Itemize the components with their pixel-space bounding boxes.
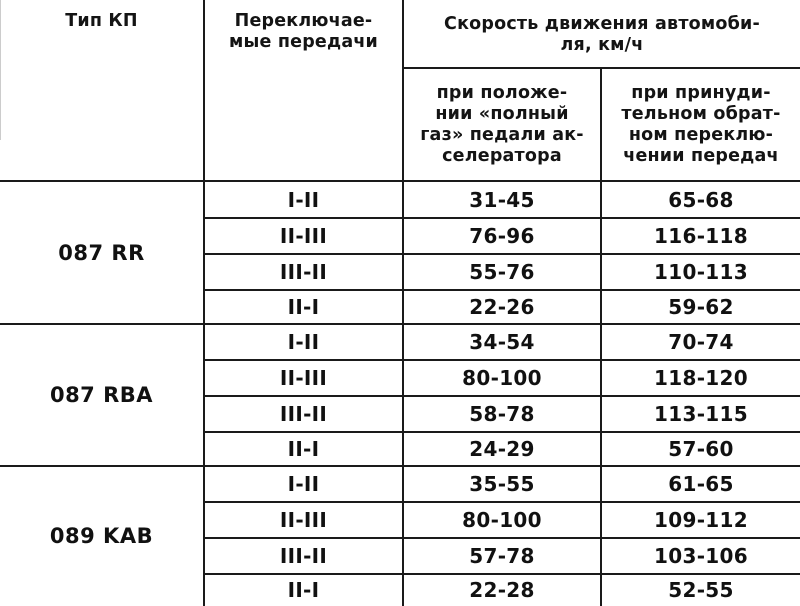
group-type-label: 089 KAB xyxy=(49,524,154,548)
header-forced-shift xyxy=(602,70,800,180)
gears-cell xyxy=(205,502,402,538)
forced-shift-speed-cell-value: 116-118 xyxy=(654,224,748,248)
full-throttle-speed-cell xyxy=(404,432,600,466)
full-throttle-speed-cell xyxy=(404,324,600,360)
header-speed-text: Скорость движения автомоби- ля, км/ч xyxy=(444,14,760,55)
full-throttle-speed-cell xyxy=(404,396,600,432)
gears-cell-value: II-I xyxy=(287,295,320,319)
gears-cell-value: I-II xyxy=(287,188,320,212)
gears-cell xyxy=(205,360,402,396)
gears-cell xyxy=(205,538,402,574)
full-throttle-speed-cell-value: 76-96 xyxy=(469,224,535,248)
full-throttle-speed-cell-value: 24-29 xyxy=(469,437,535,461)
divider-top-left xyxy=(0,0,1,140)
forced-shift-speed-cell-value: 65-68 xyxy=(668,188,734,212)
full-throttle-speed-cell-value: 58-78 xyxy=(469,402,535,426)
forced-shift-speed-cell xyxy=(602,290,800,324)
gears-cell-value: III-II xyxy=(279,402,328,426)
forced-shift-speed-cell xyxy=(602,432,800,466)
full-throttle-speed-cell-value: 31-45 xyxy=(469,188,535,212)
forced-shift-speed-cell xyxy=(602,254,800,290)
gears-cell-value: I-II xyxy=(287,472,320,496)
forced-shift-speed-cell-value: 113-115 xyxy=(654,402,748,426)
gears-cell xyxy=(205,574,402,606)
divider-v-2 xyxy=(402,0,404,606)
full-throttle-speed-cell-value: 22-28 xyxy=(469,578,535,602)
gears-cell xyxy=(205,254,402,290)
forced-shift-speed-cell-value: 110-113 xyxy=(654,260,748,284)
forced-shift-speed-cell xyxy=(602,218,800,254)
forced-shift-speed-cell-value: 70-74 xyxy=(668,330,734,354)
header-speed xyxy=(404,0,800,66)
gears-cell xyxy=(205,432,402,466)
header-full-throttle-text: при положе- нии «полный газ» педали ак- селератора xyxy=(420,83,584,166)
header-type xyxy=(0,0,203,42)
gears-cell-value: II-III xyxy=(279,366,328,390)
group-type-cell xyxy=(0,182,203,324)
forced-shift-speed-cell xyxy=(602,324,800,360)
gears-cell-value: III-II xyxy=(279,260,328,284)
divider-v-1 xyxy=(203,0,205,606)
full-throttle-speed-cell-value: 34-54 xyxy=(469,330,535,354)
forced-shift-speed-cell-value: 52-55 xyxy=(668,578,734,602)
forced-shift-speed-cell-value: 61-65 xyxy=(668,472,734,496)
full-throttle-speed-cell xyxy=(404,502,600,538)
gears-cell xyxy=(205,290,402,324)
forced-shift-speed-cell-value: 59-62 xyxy=(668,295,734,319)
gears-cell-value: II-III xyxy=(279,508,328,532)
full-throttle-speed-cell xyxy=(404,538,600,574)
divider-speed-sub xyxy=(402,67,800,69)
full-throttle-speed-cell-value: 22-26 xyxy=(469,295,535,319)
group-type-label: 087 RBA xyxy=(49,383,154,407)
header-gears-text: Переключае- мые передачи xyxy=(228,11,379,52)
forced-shift-speed-cell xyxy=(602,574,800,606)
gears-cell-value: II-I xyxy=(287,437,320,461)
full-throttle-speed-cell xyxy=(404,574,600,606)
group-type-label: 087 RR xyxy=(58,241,145,265)
full-throttle-speed-cell-value: 80-100 xyxy=(462,366,542,390)
header-gears xyxy=(205,0,402,64)
full-throttle-speed-cell-value: 57-78 xyxy=(469,544,535,568)
forced-shift-speed-cell xyxy=(602,360,800,396)
forced-shift-speed-cell-value: 57-60 xyxy=(668,437,734,461)
full-throttle-speed-cell xyxy=(404,360,600,396)
gears-cell xyxy=(205,324,402,360)
header-forced-shift-text: при принуди- тельном обрат- ном переклю- чении передач xyxy=(621,83,781,166)
forced-shift-speed-cell xyxy=(602,182,800,218)
divider-v-3 xyxy=(600,68,602,606)
forced-shift-speed-cell-value: 109-112 xyxy=(654,508,748,532)
full-throttle-speed-cell xyxy=(404,218,600,254)
gears-cell-value: II-I xyxy=(287,578,320,602)
divider-header-bottom xyxy=(0,180,800,182)
forced-shift-speed-cell xyxy=(602,466,800,502)
full-throttle-speed-cell-value: 35-55 xyxy=(469,472,535,496)
full-throttle-speed-cell-value: 55-76 xyxy=(469,260,535,284)
forced-shift-speed-cell-value: 118-120 xyxy=(654,366,748,390)
full-throttle-speed-cell xyxy=(404,254,600,290)
group-type-cell xyxy=(0,324,203,466)
full-throttle-speed-cell-value: 80-100 xyxy=(462,508,542,532)
full-throttle-speed-cell xyxy=(404,290,600,324)
gears-cell-value: I-II xyxy=(287,330,320,354)
forced-shift-speed-cell xyxy=(602,396,800,432)
forced-shift-speed-cell xyxy=(602,538,800,574)
header-full-throttle xyxy=(404,70,600,180)
group-type-cell xyxy=(0,466,203,606)
gears-cell-value: II-III xyxy=(279,224,328,248)
forced-shift-speed-cell xyxy=(602,502,800,538)
full-throttle-speed-cell xyxy=(404,466,600,502)
gears-cell-value: III-II xyxy=(279,544,328,568)
gears-cell xyxy=(205,182,402,218)
full-throttle-speed-cell xyxy=(404,182,600,218)
header-type-text: Тип КП xyxy=(65,10,138,31)
gears-cell xyxy=(205,218,402,254)
forced-shift-speed-cell-value: 103-106 xyxy=(654,544,748,568)
gears-cell xyxy=(205,466,402,502)
gears-cell xyxy=(205,396,402,432)
